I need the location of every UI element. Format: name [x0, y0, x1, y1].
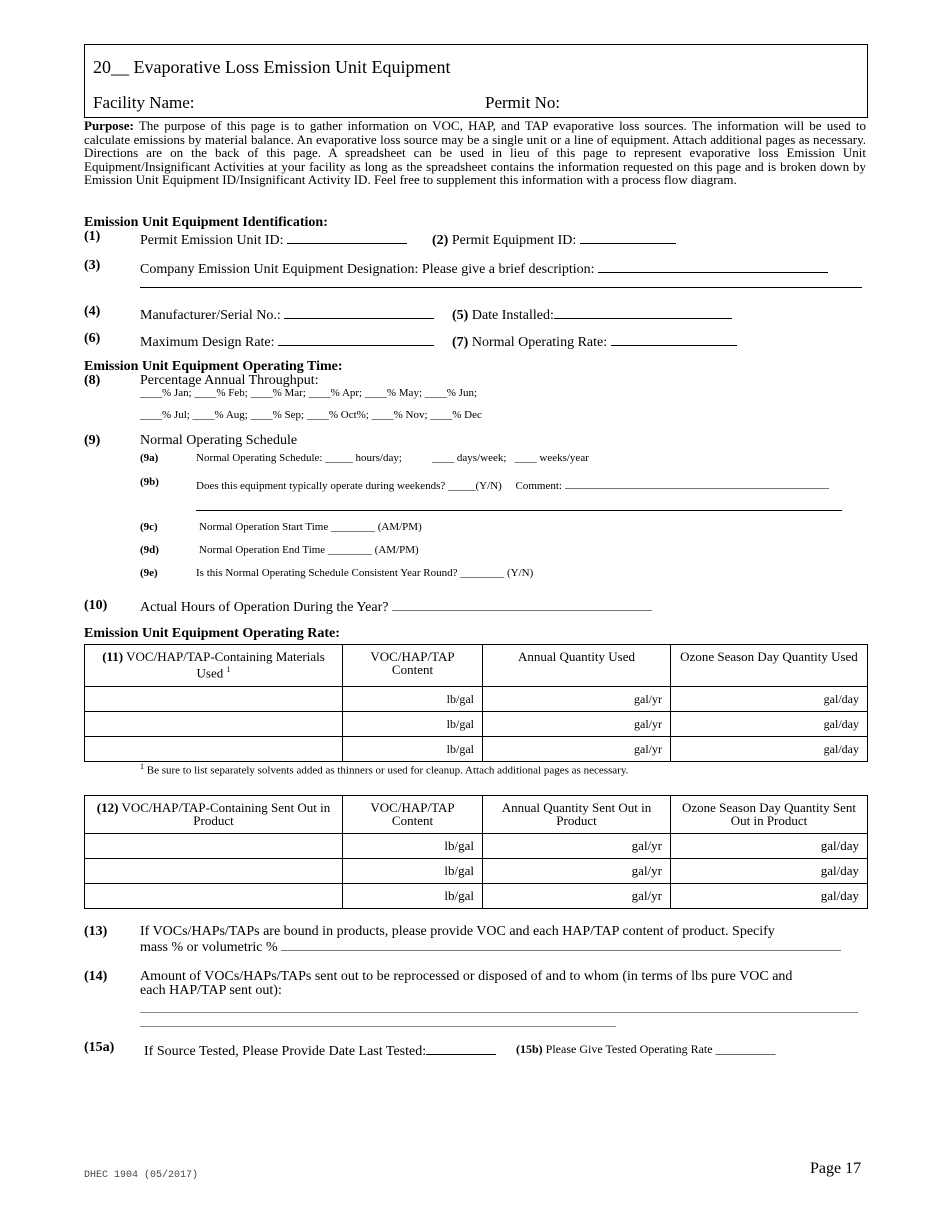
item-9e-label[interactable]: Is this Normal Operating Schedule Consistent Year Round? ________ (Y/N): [196, 567, 534, 579]
table-row: [85, 687, 868, 712]
manufacturer-serial-label: Manufacturer/Serial No.:: [140, 308, 281, 323]
item-14-number: (14): [84, 969, 108, 984]
item-5-number: (5): [452, 308, 469, 323]
permit-emission-unit-id-field[interactable]: [287, 229, 407, 244]
form-title: 20__ Evaporative Loss Emission Unit Equipment: [93, 57, 451, 77]
footnote: [140, 762, 628, 777]
content-cell[interactable]: lb/gal: [343, 834, 483, 859]
col-materials-used: [85, 645, 343, 687]
ozone-quantity-cell[interactable]: gal/day: [671, 859, 868, 884]
item-7-label: [452, 331, 737, 351]
product-name-cell[interactable]: [85, 859, 343, 884]
tested-operating-rate-label[interactable]: Please Give Tested Operating Rate __________: [545, 1042, 776, 1056]
months-row-1[interactable]: ____% Jan; ____% Feb; ____% Mar; ____% Apr; ____% May; ____% Jun;: [140, 387, 477, 399]
col-annual-quantity: Annual Quantity Used: [483, 645, 671, 687]
item-9d-number: (9d): [140, 544, 159, 556]
ozone-quantity-cell[interactable]: gal/day: [671, 884, 868, 909]
product-content-field[interactable]: [281, 938, 841, 951]
item-3-number: (3): [84, 258, 101, 273]
material-name-cell[interactable]: [85, 712, 343, 737]
item-11-number: (11): [102, 649, 124, 664]
item-9b-label: [196, 476, 829, 492]
annual-quantity-cell[interactable]: gal/yr: [483, 687, 671, 712]
item-15b-number: (15b): [516, 1042, 543, 1056]
mass-volumetric-label: mass % or volumetric %: [140, 940, 278, 955]
footnote-ref: 1: [226, 665, 231, 674]
item-1-label: [140, 229, 407, 249]
material-name-cell[interactable]: [85, 687, 343, 712]
item-8-label: Percentage Annual Throughput:: [140, 373, 319, 388]
item-9a-number: (9a): [140, 452, 159, 464]
item-15b-label: [516, 1042, 776, 1057]
item-10-label: [140, 598, 652, 616]
item-9b-number: (9b): [140, 476, 159, 488]
ozone-quantity-cell[interactable]: gal/day: [671, 687, 868, 712]
facility-name-label: Facility Name:: [93, 93, 195, 112]
table-row: [85, 737, 868, 762]
item-13-line-1: If VOCs/HAPs/TAPs are bound in products, please provide VOC and each HAP/TAP content of product. Specify: [140, 924, 775, 939]
item-10-number: (10): [84, 598, 108, 613]
table-row: [85, 859, 868, 884]
annual-quantity-cell[interactable]: gal/yr: [483, 737, 671, 762]
item-1-number: (1): [84, 229, 101, 244]
item-9-label: Normal Operating Schedule: [140, 433, 298, 448]
permit-equipment-id-label: Permit Equipment ID:: [451, 233, 577, 248]
annual-quantity-cell[interactable]: gal/yr: [483, 859, 671, 884]
annual-quantity-cell[interactable]: gal/yr: [483, 884, 671, 909]
table-header-row: [85, 796, 868, 834]
annual-quantity-cell[interactable]: gal/yr: [483, 834, 671, 859]
product-name-cell[interactable]: [85, 834, 343, 859]
item-4-number: (4): [84, 304, 101, 319]
normal-operating-rate-field[interactable]: [611, 331, 737, 346]
content-cell[interactable]: lb/gal: [343, 884, 483, 909]
item-4-label: [140, 304, 434, 324]
footnote-text: Be sure to list separately solvents added as thinners or used for cleanup. Attach additional pages as necessary.: [146, 764, 629, 777]
date-last-tested-label: If Source Tested, Please Provide Date Last Tested:: [144, 1044, 427, 1059]
content-cell[interactable]: lb/gal: [343, 712, 483, 737]
item-9a-label[interactable]: Normal Operating Schedule: _____ hours/day; ____ days/week; ____ weeks/year: [196, 452, 589, 464]
item-2-number: (2): [432, 233, 449, 248]
materials-used-table: [84, 644, 868, 762]
purpose-text: The purpose of this page is to gather information on VOC, HAP, and TAP evaporative loss sources. The information will be used to calculate emissions by material balance. An evaporative loss source may be a single unit or a line of equipment. Attach additional pages as necessary. Directions are on the back of this page. A spreadsheet can be used in lieu of this page to represent evaporative loss Emission Unit Equipment/Insignificant Activities at your facility as long as the spreadsheet contains the information requested on this page and is broken down by Emission Unit Equipment ID/Insignificant Activity ID. Feel free to supplement this information with a process flow diagram.: [84, 118, 866, 188]
date-installed-label: Date Installed:: [471, 308, 554, 323]
actual-hours-label: Actual Hours of Operation During the Year?: [140, 600, 389, 615]
col-ozone-quantity: Ozone Season Day Quantity Used: [671, 645, 868, 687]
item-7-number: (7): [452, 335, 469, 350]
col-annual-quantity-sent: Annual Quantity Sent Out in Product: [483, 796, 671, 834]
item-13-number: (13): [84, 924, 108, 939]
col-ozone-quantity-sent: Ozone Season Day Quantity Sent Out in Product: [671, 796, 868, 834]
item-15a-number: (15a): [84, 1040, 115, 1055]
item-3-label: [140, 258, 828, 278]
item-9d-label[interactable]: Normal Operation End Time ________ (AM/PM): [199, 544, 419, 556]
actual-hours-field[interactable]: [392, 598, 652, 611]
item-9c-label[interactable]: Normal Operation Start Time ________ (AM/PM): [199, 521, 422, 533]
max-design-rate-field[interactable]: [278, 331, 434, 346]
weekend-comment-field[interactable]: [565, 476, 829, 489]
item-6-label: [140, 331, 434, 351]
reprocess-answer-line-1[interactable]: [140, 1012, 858, 1013]
material-name-cell[interactable]: [85, 737, 343, 762]
manufacturer-serial-field[interactable]: [284, 304, 434, 319]
operating-time-heading: Emission Unit Equipment Operating Time:: [84, 359, 343, 374]
page-number: Page 17: [810, 1160, 862, 1177]
col-materials-used-label: VOC/HAP/TAP-Containing Materials Used: [123, 649, 325, 681]
col-sent-out: [85, 796, 343, 834]
months-row-2[interactable]: ____% Jul; ____% Aug; ____% Sep; ____% Oct%; ____% Nov; ____% Dec: [140, 409, 482, 421]
annual-quantity-cell[interactable]: gal/yr: [483, 712, 671, 737]
reprocess-answer-line-2[interactable]: [140, 1026, 616, 1027]
table-row: [85, 834, 868, 859]
description-line[interactable]: [140, 287, 862, 288]
permit-emission-unit-id-label: Permit Emission Unit ID:: [140, 233, 284, 248]
item-2-label: [432, 229, 676, 249]
sent-out-table: [84, 795, 868, 909]
permit-equipment-id-field[interactable]: [580, 229, 676, 244]
item-9c-number: (9c): [140, 521, 158, 533]
ozone-quantity-cell[interactable]: gal/day: [671, 712, 868, 737]
content-cell[interactable]: lb/gal: [343, 859, 483, 884]
table-row: [85, 884, 868, 909]
company-designation-field[interactable]: [598, 258, 828, 273]
form-code: DHEC 1904 (05/2017): [84, 1170, 199, 1181]
item-9-number: (9): [84, 433, 101, 448]
footnote-mark: 1: [140, 762, 144, 771]
item-8-number: (8): [84, 373, 101, 388]
identification-heading: Emission Unit Equipment Identification:: [84, 215, 328, 230]
table-header-row: [85, 645, 868, 687]
col-content: VOC/HAP/TAP Content: [343, 645, 483, 687]
normal-operating-rate-label: Normal Operating Rate:: [471, 335, 608, 350]
header-box: [84, 44, 868, 118]
item-14-line-2: each HAP/TAP sent out):: [140, 983, 282, 998]
ozone-quantity-cell[interactable]: gal/day: [671, 737, 868, 762]
item-15a-label: [144, 1040, 496, 1060]
product-name-cell[interactable]: [85, 884, 343, 909]
col-sent-out-label: VOC/HAP/TAP-Containing Sent Out in Product: [118, 800, 331, 828]
date-installed-field[interactable]: [554, 304, 732, 319]
weekend-question[interactable]: Does this equipment typically operate during weekends? _____(Y/N) Comment:: [196, 480, 562, 492]
item-14-line-1: Amount of VOCs/HAPs/TAPs sent out to be reprocessed or disposed of and to whom (in terms of lbs pure VOC and: [140, 969, 793, 984]
ozone-quantity-cell[interactable]: gal/day: [671, 834, 868, 859]
content-cell[interactable]: lb/gal: [343, 737, 483, 762]
operating-rate-heading: Emission Unit Equipment Operating Rate:: [84, 626, 340, 641]
item-12-number: (12): [96, 800, 119, 815]
item-9e-number: (9e): [140, 567, 158, 579]
item-13-line-2: [140, 938, 841, 956]
item-5-label: [452, 304, 732, 324]
comment-continuation-line[interactable]: [196, 510, 842, 511]
max-design-rate-label: Maximum Design Rate:: [140, 335, 275, 350]
permit-no-label: Permit No:: [485, 93, 561, 112]
purpose-label: Purpose:: [84, 118, 134, 133]
item-6-number: (6): [84, 331, 101, 346]
company-designation-label: Company Emission Unit Equipment Designation: Please give a brief description:: [140, 262, 595, 277]
col-content: VOC/HAP/TAP Content: [343, 796, 483, 834]
table-row: [85, 712, 868, 737]
content-cell[interactable]: lb/gal: [343, 687, 483, 712]
purpose-paragraph: [84, 119, 866, 187]
date-last-tested-field[interactable]: [426, 1040, 496, 1055]
